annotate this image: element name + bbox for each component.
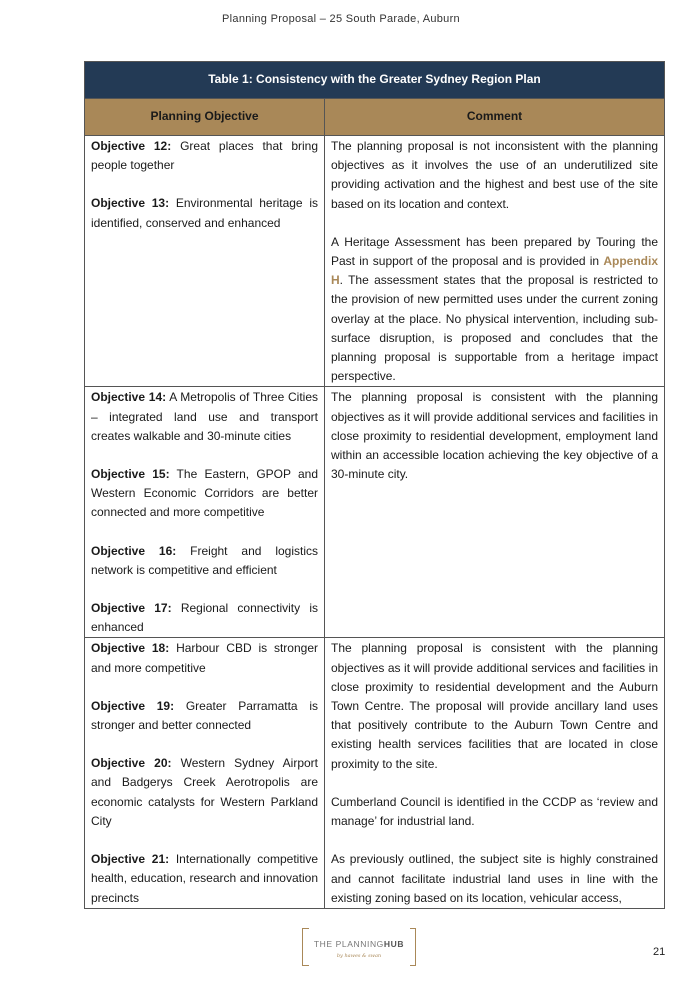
objective-item: Objective 19: Greater Parramatta is stronger and better connected <box>91 698 318 733</box>
logo-wordmark: THE PLANNINGHUB <box>313 939 405 949</box>
logo-tagline: by hawes & swan <box>336 953 382 959</box>
table-row <box>85 136 665 387</box>
objective-item: Objective 21: Internationally competitive health, education, research and innovation precincts <box>91 852 318 905</box>
column-header-objective: Planning Objective <box>85 99 325 136</box>
objective-item: Objective 17: Regional connectivity is enhanced <box>91 601 318 635</box>
comment-paragraph: As previously outlined, the subject site is highly constrained and cannot facilitate industrial land uses in line with the existing zoning based on its location, vehicular access, <box>331 852 658 905</box>
table-row <box>85 387 665 638</box>
appendix-h-link[interactable]: Appendix H <box>331 254 658 288</box>
objective-cell <box>85 387 325 638</box>
column-header-comment: Comment <box>325 99 665 136</box>
comment-cell <box>325 136 665 387</box>
objective-item: Objective 18: Harbour CBD is stronger and more competitive <box>91 641 318 675</box>
objective-item: Objective 16: Freight and logistics network is competitive and efficient <box>91 543 318 577</box>
comment-paragraph: A Heritage Assessment has been prepared by Touring the Past in support of the proposal and is provided in Appendix H. The assessment states that the proposal is restricted to the provision of new permitted uses under the current zoning overlay at the place. No physical intervention, including sub-surface disruption, is proposed and concludes that the planning proposal is supportable from a heritage impact perspective. <box>331 234 658 384</box>
table-caption: Table 1: Consistency with the Greater Sydney Region Plan <box>85 62 665 99</box>
page-header: Planning Proposal – 25 South Parade, Auburn <box>222 13 460 25</box>
objective-cell <box>85 638 325 908</box>
comment-paragraph: The planning proposal is consistent with the planning objectives as it will provide additional services and facilities in close proximity to residential development, employment land within an accessible location achieving the key objective of a 30-minute city. <box>331 390 658 482</box>
page-number: 21 <box>653 946 666 958</box>
objective-item: Objective 13: Environmental heritage is identified, conserved and enhanced <box>91 196 318 230</box>
objective-item: Objective 12: Great places that bring people together <box>91 139 319 173</box>
comment-cell <box>325 387 665 638</box>
comment-cell <box>325 638 665 908</box>
objective-item: Objective 15: The Eastern, GPOP and Western Economic Corridors are better connected and more competitive <box>91 467 319 520</box>
comment-paragraph: Cumberland Council is identified in the CCDP as ‘review and manage’ for industrial land. <box>331 794 658 829</box>
consistency-table <box>84 61 665 909</box>
planning-hub-logo <box>302 928 416 966</box>
comment-paragraph: The planning proposal is not inconsistent with the planning objectives as it involves the use of an underutilized site providing activation and the highest and best use of the site based on its location and context. <box>331 139 658 211</box>
objective-cell <box>85 136 325 387</box>
comment-paragraph: The planning proposal is consistent with the planning objectives as it will provide additional services and facilities in close proximity to residential development and the Auburn Town Centre. The proposal will provide ancillary land uses that positively contribute to the Auburn Town Centre and existing health services facilities that are located in close proximity to the site. <box>331 641 658 771</box>
objective-item: Objective 20: Western Sydney Airport and Badgerys Creek Aerotropolis are economic catalysts for Western Parkland City <box>91 756 318 828</box>
objective-item: Objective 14: A Metropolis of Three Cities – integrated land use and transport creates walkable and 30-minute cities <box>91 390 318 443</box>
table-row <box>85 638 665 908</box>
